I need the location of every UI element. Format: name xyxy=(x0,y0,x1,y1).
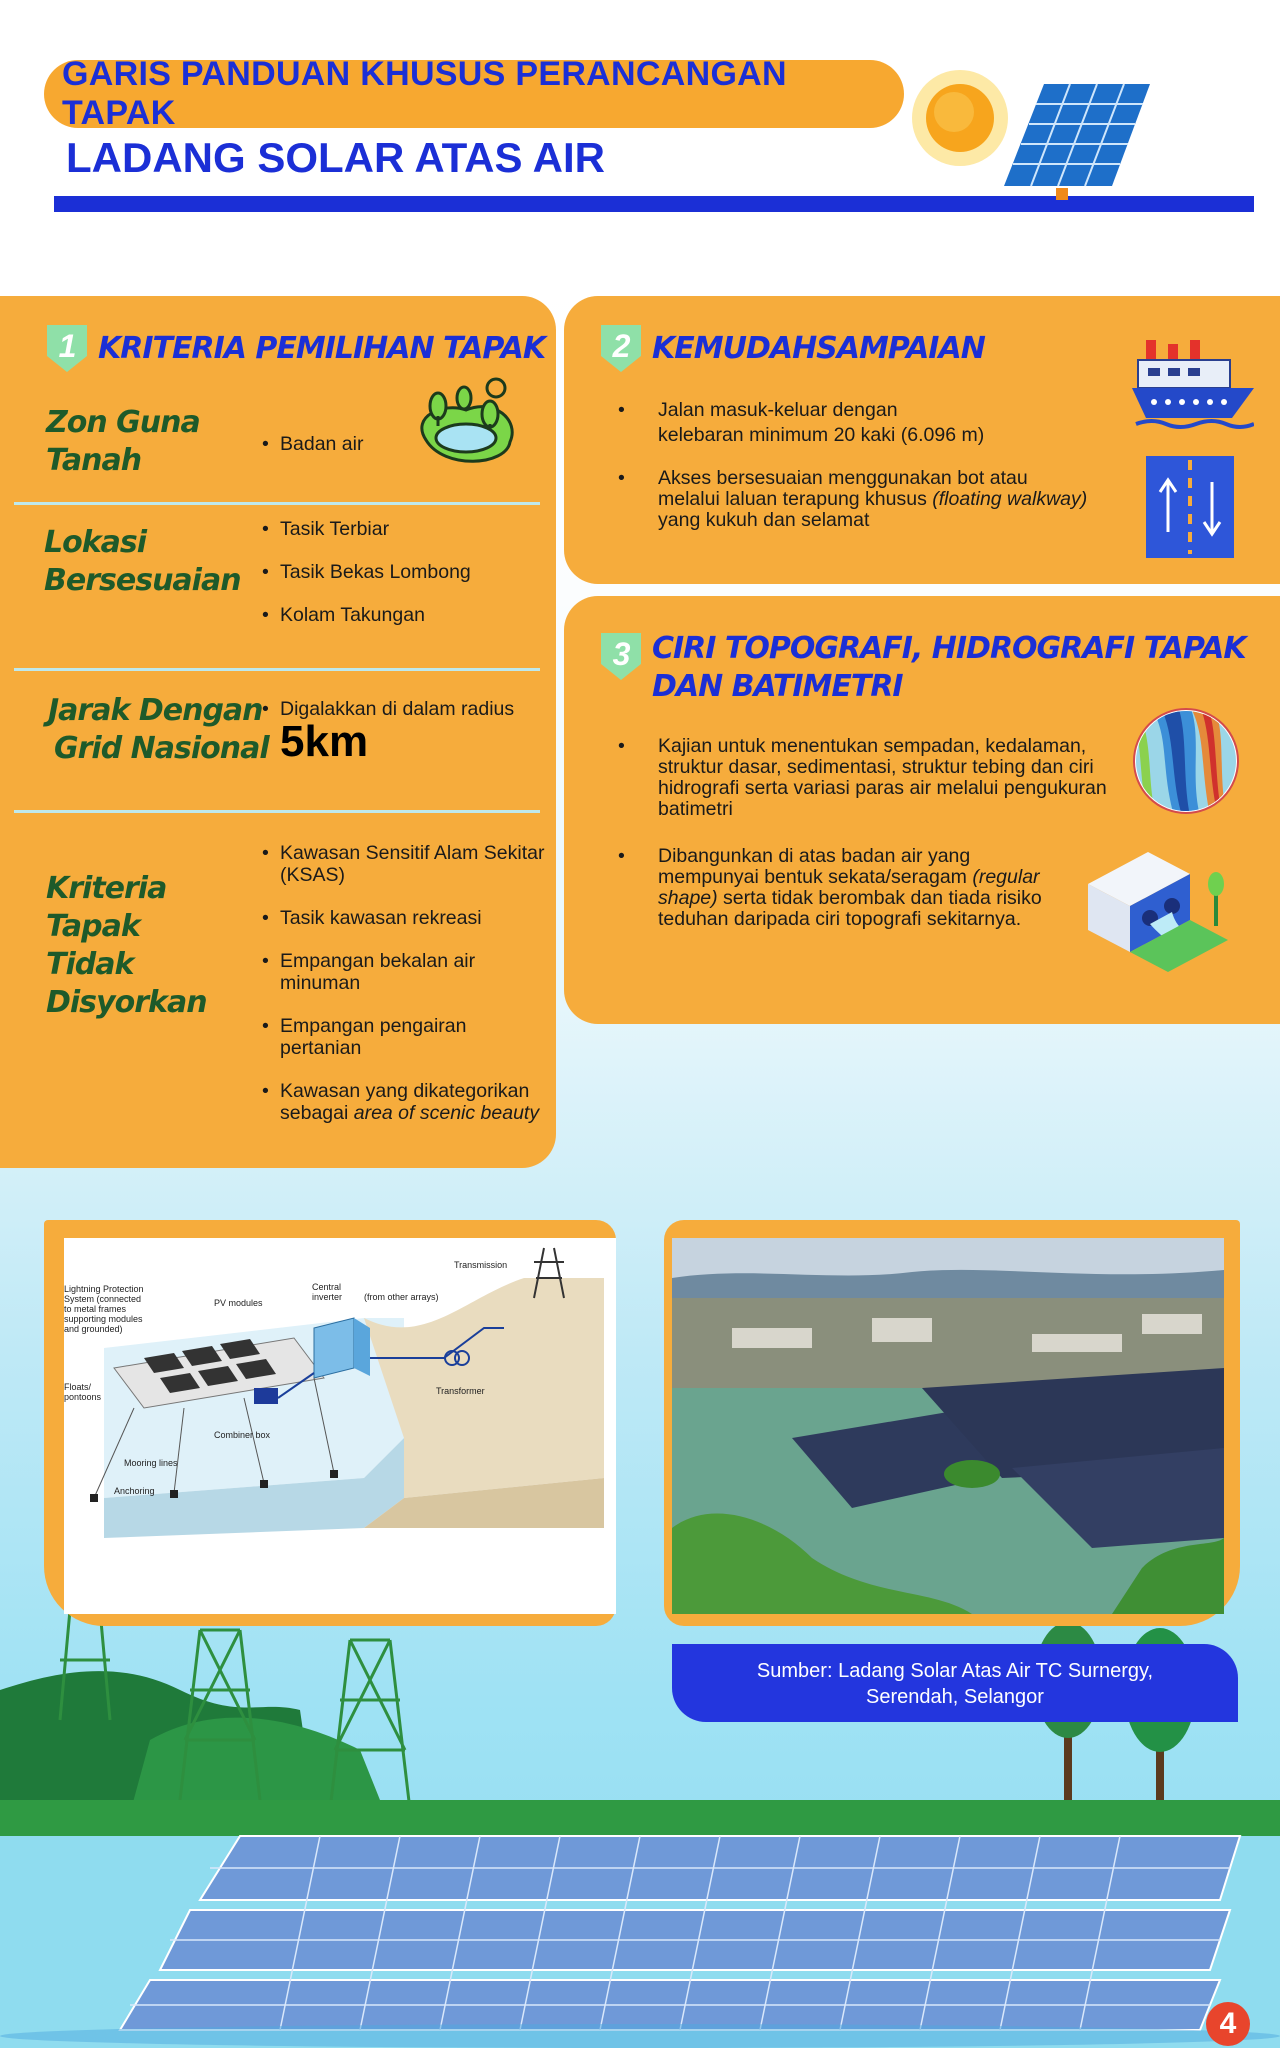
section2-title: KEMUDAHSAMPAIAN xyxy=(652,330,985,366)
source-line-1: Sumber: Ladang Solar Atas Air TC Surnergy, xyxy=(756,1660,1154,1682)
list-item: • Tasik Terbiar xyxy=(262,518,471,540)
section1-title: KRITERIA PEMILIHAN TAPAK xyxy=(98,330,546,366)
solar-panel-icon xyxy=(1004,76,1154,206)
row-tidak-disyorkan-list xyxy=(262,842,552,1124)
section2-heading xyxy=(598,322,985,374)
divider xyxy=(14,502,540,505)
section3-list xyxy=(612,736,1122,820)
source-line-2: Serendah, Selangor xyxy=(866,1686,1044,1708)
diagram-label-lightning-3: to metal frames xyxy=(64,1304,127,1314)
list-item: • Empangan pengairan pertanian xyxy=(262,1015,552,1059)
title-banner xyxy=(44,55,904,132)
diagram-label-floats-1: Floats/ xyxy=(64,1382,92,1392)
solar-farm-photo xyxy=(672,1238,1224,1614)
row-zon-guna-label: Zon Guna Tanah xyxy=(46,405,200,478)
row-lokasi-list xyxy=(262,518,471,626)
section3-title-line2: DAN BATIMETRI xyxy=(652,669,903,704)
dam-icon xyxy=(1078,844,1234,974)
list-item: • Empangan bekalan air minuman xyxy=(262,950,552,994)
diagram-label-central-2: inverter xyxy=(312,1292,343,1302)
source-caption xyxy=(672,1644,1238,1722)
diagram-label-transmission: Transmission xyxy=(454,1260,508,1270)
diagram-label-mooring: Mooring lines xyxy=(124,1458,178,1468)
divider xyxy=(14,810,540,813)
section2-badge: 2 xyxy=(598,322,644,374)
diagram-label-anchoring: Anchoring xyxy=(114,1486,155,1496)
page-subtitle: LADANG SOLAR ATAS AIR xyxy=(66,134,605,181)
list-item: • Kawasan yang dikategorikan sebagai area of scenic beauty xyxy=(262,1080,552,1124)
sun-icon xyxy=(908,66,1012,170)
road-icon xyxy=(1146,456,1234,558)
row-zon-guna-list xyxy=(262,433,363,455)
diagram-label-lightning-2: System (connected xyxy=(64,1294,142,1304)
section1-heading xyxy=(44,322,545,374)
list-item: • Dibangunkan di atas badan air yang mempunyai bentuk sekata/seragam (regular shape) serta tidak berombak dan tiada risiko teduhan daripada ciri topografi sekitarnya. xyxy=(612,846,1052,930)
list-item: • Tasik Bekas Lombong xyxy=(262,561,471,583)
section3-title-line1: CIRI TOPOGRAFI, HIDROGRAFI TAPAK xyxy=(652,631,1246,666)
lake-icon xyxy=(414,376,520,472)
page-number: 4 xyxy=(1206,2002,1250,2046)
list-item: • Kajian untuk menentukan sempadan, kedalaman, struktur dasar, sedimentasi, struktur tebing dan ciri hidrografi serta variasi paras air melalui pengukuran batimetri xyxy=(612,736,1122,820)
bathymetry-map-icon xyxy=(1130,706,1242,816)
diagram-label-lightning-1: Lightning Protection xyxy=(64,1284,144,1294)
section3-badge: 3 xyxy=(598,630,644,682)
section3-heading xyxy=(598,630,1246,706)
list-item: • Digalakkan di dalam radius xyxy=(262,698,514,720)
boat-icon xyxy=(1132,336,1254,432)
section1-badge: 1 xyxy=(44,322,90,374)
list-item: • Kolam Takungan xyxy=(262,604,471,626)
diagram-label-transformer: Transformer xyxy=(436,1386,485,1396)
diagram-label-from-arrays: (from other arrays) xyxy=(364,1292,439,1302)
diagram-label-combiner: Combiner box xyxy=(214,1430,271,1440)
radius-value: 5km xyxy=(280,717,369,766)
list-item: • Jalan masuk-keluar dengan kelebaran minimum 20 kaki (6.096 m) xyxy=(612,400,1152,446)
diagram-label-lightning-4: supporting modules xyxy=(64,1314,143,1324)
section3-list-2 xyxy=(612,846,1052,930)
row-tidak-disyorkan-label: Kriteria Tapak Tidak Disyorkan xyxy=(46,871,207,1020)
section2-list xyxy=(612,400,1152,531)
page-title: GARIS PANDUAN KHUSUS PERANCANGAN TAPAK xyxy=(62,55,787,132)
floating-pv-diagram xyxy=(64,1238,616,1614)
diagram-label-pv-modules: PV modules xyxy=(214,1298,263,1308)
list-item: • Badan air xyxy=(262,433,363,455)
diagram-label-floats-2: pontoons xyxy=(64,1392,102,1402)
row-jarak-label: Jarak Dengan Grid Nasional xyxy=(48,693,269,766)
diagram-label-lightning-5: and grounded) xyxy=(64,1324,123,1334)
row-lokasi-label: Lokasi Bersesuaian xyxy=(44,525,241,598)
divider xyxy=(14,668,540,671)
list-item: • Kawasan Sensitif Alam Sekitar (KSAS) xyxy=(262,842,552,886)
diagram-label-central-1: Central xyxy=(312,1282,342,1292)
list-item: • Tasik kawasan rekreasi xyxy=(262,907,552,929)
list-item: • Akses bersesuaian menggunakan bot atau melalui laluan terapung khusus (floating walkway) yang kukuh dan selamat xyxy=(612,468,1152,531)
